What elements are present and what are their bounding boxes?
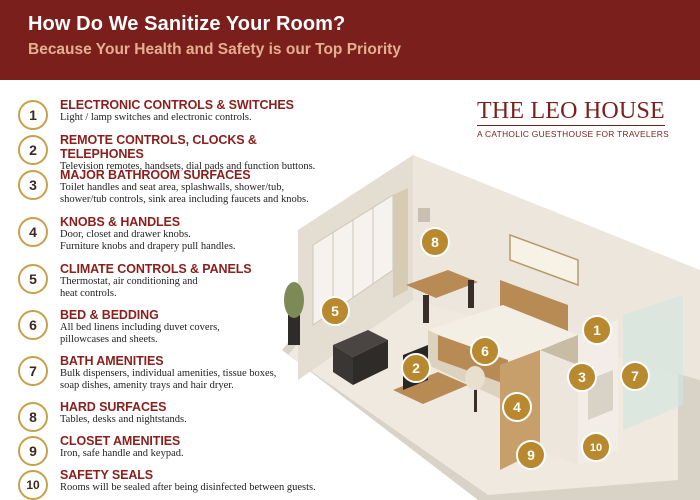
room-illustration xyxy=(278,150,700,500)
page-title: How Do We Sanitize Your Room? xyxy=(28,13,346,35)
item-title: ELECTRONIC CONTROLS & SWITCHES xyxy=(60,98,294,112)
item-description: Tables, desks and nightstands. xyxy=(60,414,187,425)
item-title: BATH AMENITIES xyxy=(60,354,164,368)
item-title: CLIMATE CONTROLS & PANELS xyxy=(60,262,252,276)
number-badge: 7 xyxy=(18,356,48,386)
svg-text:2: 2 xyxy=(412,360,420,376)
item-description: Light / lamp switches and electronic controls. xyxy=(60,112,252,123)
room-marker-4 xyxy=(503,393,531,421)
item-description: Thermostat, air conditioning and heat controls. xyxy=(60,276,198,299)
room-marker-8 xyxy=(421,228,449,256)
item-title: SAFETY SEALS xyxy=(60,468,154,482)
room-marker-6 xyxy=(471,337,499,365)
thermostat-panel xyxy=(418,208,430,222)
item-description: Television remotes, handsets, dial pads and function buttons. xyxy=(60,161,316,172)
svg-text:6: 6 xyxy=(481,343,489,359)
brand-tagline: A CATHOLIC GUESTHOUSE FOR TRAVELERS xyxy=(477,129,669,139)
svg-text:8: 8 xyxy=(431,234,439,250)
number-badge: 5 xyxy=(18,264,48,294)
room-marker-10 xyxy=(582,433,610,461)
item-title: BED & BEDDING xyxy=(60,308,159,322)
room-marker-1 xyxy=(583,316,611,344)
plant-pot xyxy=(288,315,300,345)
item-description: Rooms will be sealed after being disinfected between guests. xyxy=(60,482,316,493)
room-marker-5 xyxy=(321,297,349,325)
floor-lamp-shade xyxy=(465,366,485,390)
item-title: CLOSET AMENITIES xyxy=(60,434,181,448)
item-description: Bulk dispensers, individual amenities, tissue boxes, soap dishes, amenity trays and hair dryer. xyxy=(60,368,277,391)
number-badge: 3 xyxy=(18,170,48,200)
svg-text:7: 7 xyxy=(631,368,639,384)
header-banner xyxy=(0,0,700,80)
room-marker-7 xyxy=(621,362,649,390)
number-badge: 4 xyxy=(18,217,48,247)
item-description: Iron, safe handle and keypad. xyxy=(60,448,184,459)
brand-logo xyxy=(477,98,673,139)
number-badge: 10 xyxy=(18,470,48,500)
desk-leg xyxy=(468,280,474,308)
svg-text:3: 3 xyxy=(578,369,586,385)
item-title: KNOBS & HANDLES xyxy=(60,215,181,229)
item-title: MAJOR BATHROOM SURFACES xyxy=(60,168,251,182)
svg-text:4: 4 xyxy=(513,399,521,415)
plant-leaves xyxy=(284,282,304,318)
page-subtitle: Because Your Health and Safety is our Top Priority xyxy=(28,41,401,58)
number-badge: 8 xyxy=(18,402,48,432)
room-marker-2 xyxy=(402,354,430,382)
desk-leg xyxy=(423,295,429,323)
item-description: Door, closet and drawer knobs. Furniture knobs and drapery pull handles. xyxy=(60,229,236,252)
svg-text:9: 9 xyxy=(527,447,535,463)
number-badge: 6 xyxy=(18,310,48,340)
item-title: HARD SURFACES xyxy=(60,400,167,414)
number-badge: 1 xyxy=(18,100,48,130)
list-item xyxy=(18,98,338,133)
svg-text:10: 10 xyxy=(589,442,603,454)
curtain xyxy=(393,188,408,298)
item-description: Toilet handles and seat area, splashwalls, shower/tub, shower/tub controls, sink area including faucets and knobs. xyxy=(60,182,309,205)
item-description: All bed linens including duvet covers, pillowcases and sheets. xyxy=(60,322,220,345)
item-title: REMOTE CONTROLS, CLOCKS & TELEPHONES xyxy=(60,133,257,161)
room-isometric-drawing xyxy=(278,150,700,500)
room-marker-9 xyxy=(517,441,545,469)
svg-text:1: 1 xyxy=(593,322,601,338)
room-marker-3 xyxy=(568,363,596,391)
svg-text:5: 5 xyxy=(331,303,339,319)
number-badge: 9 xyxy=(18,436,48,466)
brand-name: THE LEO HOUSE xyxy=(477,98,665,124)
number-badge: 2 xyxy=(18,135,48,165)
